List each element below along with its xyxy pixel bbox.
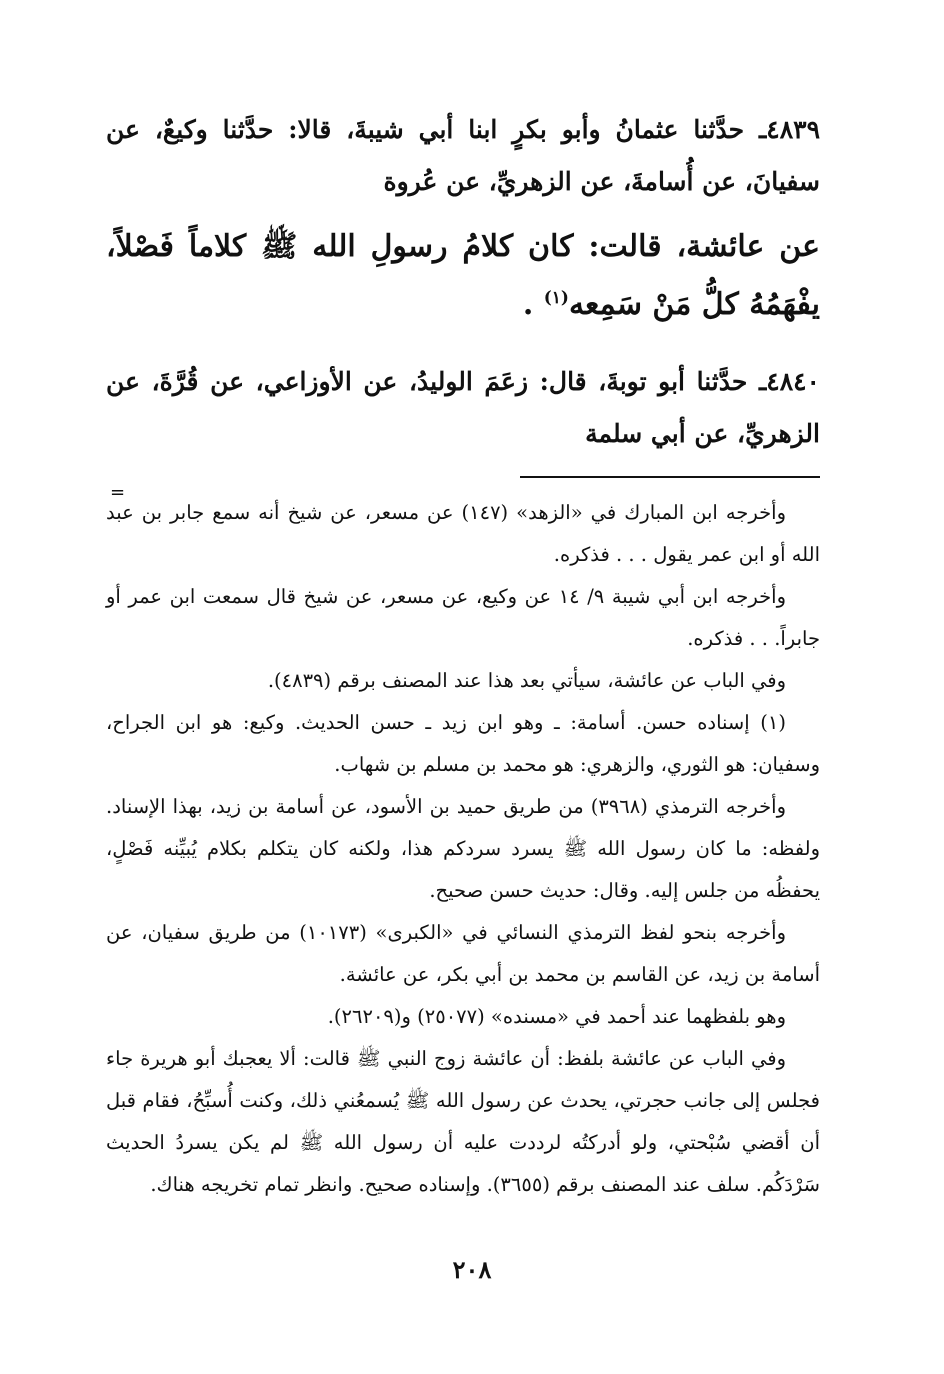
page-number: ٢٠٨: [452, 1255, 492, 1284]
matn-end: .: [522, 287, 544, 322]
isnad-text: حدَّثنا عثمانُ وأبو بكرٍ ابنا أبي شيبةَ، قالا: حدَّثنا وكيعٌ، عن سفيانَ، عن أُسامةَ، عن الزهريِّ، عن عُروة: [106, 115, 820, 196]
footnote-paragraph: وأخرجه بنحو لفظ الترمذي النسائي في «الكبرى» (١٠١٧٣) من طريق سفيان، عن أسامة بن زيد، عن القاسم بن محمد بن أبي بكر، عن عائشة.: [106, 921, 820, 986]
isnad-text: حدَّثنا أبو توبةَ، قال: زعَمَ الوليدُ، عن الأوزاعي، عن قُرَّةَ، عن الزهريِّ، عن أبي سلمة: [106, 367, 820, 448]
footnote-paragraph: (١) إسناده حسن. أسامة: ـ وهو ابن زيد ـ حسن الحديث. وكيع: هو ابن الجراح، وسفيان: هو الثوري، والزهري: هو محمد بن مسلم بن شهاب.: [106, 711, 820, 776]
continuation-mark: =: [110, 482, 126, 503]
footnote-divider: [520, 476, 820, 478]
footnote-paragraph: وهو بلفظهما عند أحمد في «مسنده» (٢٥٠٧٧) و(٢٦٢٠٩).: [327, 1005, 786, 1028]
hadith-4839-matn: [106, 218, 820, 334]
footnote-paragraph: وأخرجه ابن المبارك في «الزهد» (١٤٧) عن مسعر، عن شيخ أنه سمع جابر بن عبد الله أو ابن عمر يقول . . . فذكره.: [106, 501, 820, 566]
footnote-ref: (١): [543, 288, 569, 308]
hadith-number: ٤٨٣٩ـ: [758, 115, 820, 144]
footnote-paragraph: وأخرجه ابن أبي شيبة ٩/ ١٤ عن وكيع، عن مسعر، عن شيخ قال سمعت ابن عمر أو جابراً. . . فذكره.: [106, 585, 820, 650]
hadith-number: ٤٨٤٠ـ: [758, 367, 820, 396]
footnote-paragraph: وأخرجه الترمذي (٣٩٦٨) من طريق حميد بن الأسود، عن أسامة بن زيد، بهذا الإسناد. ولفظه: ما كان رسول الله ﷺ يسرد سردكم هذا، ولكنه كان يتكلم بكلام يُبيِّنه فَصْلٍ، يحفظُه من جلس إليه. وقال: حديث حسن صحيح.: [106, 795, 820, 902]
page-body: [106, 104, 820, 1206]
matn-text: عن عائشة، قالت: كان كلامُ رسولِ الله ﷺ كلاماً فَصْلاً، يفْهَمُهُ كلُّ مَنْ سَمِعه: [106, 229, 820, 322]
hadith-4840-isnad: [106, 356, 820, 460]
footnote-paragraph: وفي الباب عن عائشة بلفظ: أن عائشة زوج النبي ﷺ قالت: ألا يعجبك أبو هريرة جاء فجلس إلى جانب حجرتي، يحدث عن رسول الله ﷺ يُسمعُني ذلك، وكنت أُسبِّحُ، فقام قبل أن أقضي سُبْحتي، ولو أدركتُه لرددت عليه أن رسول الله ﷺ لم يكن يسردُ الحديث سَرْدَكُم. سلف عند المصنف برقم (٣٦٥٥). وإسناده صحيح. وانظر تمام تخريجه هناك.: [106, 1047, 820, 1196]
footnotes: [106, 492, 820, 1206]
footnote-paragraph: وفي الباب عن عائشة، سيأتي بعد هذا عند المصنف برقم (٤٨٣٩).: [267, 669, 786, 692]
hadith-4839-isnad: [106, 104, 820, 208]
